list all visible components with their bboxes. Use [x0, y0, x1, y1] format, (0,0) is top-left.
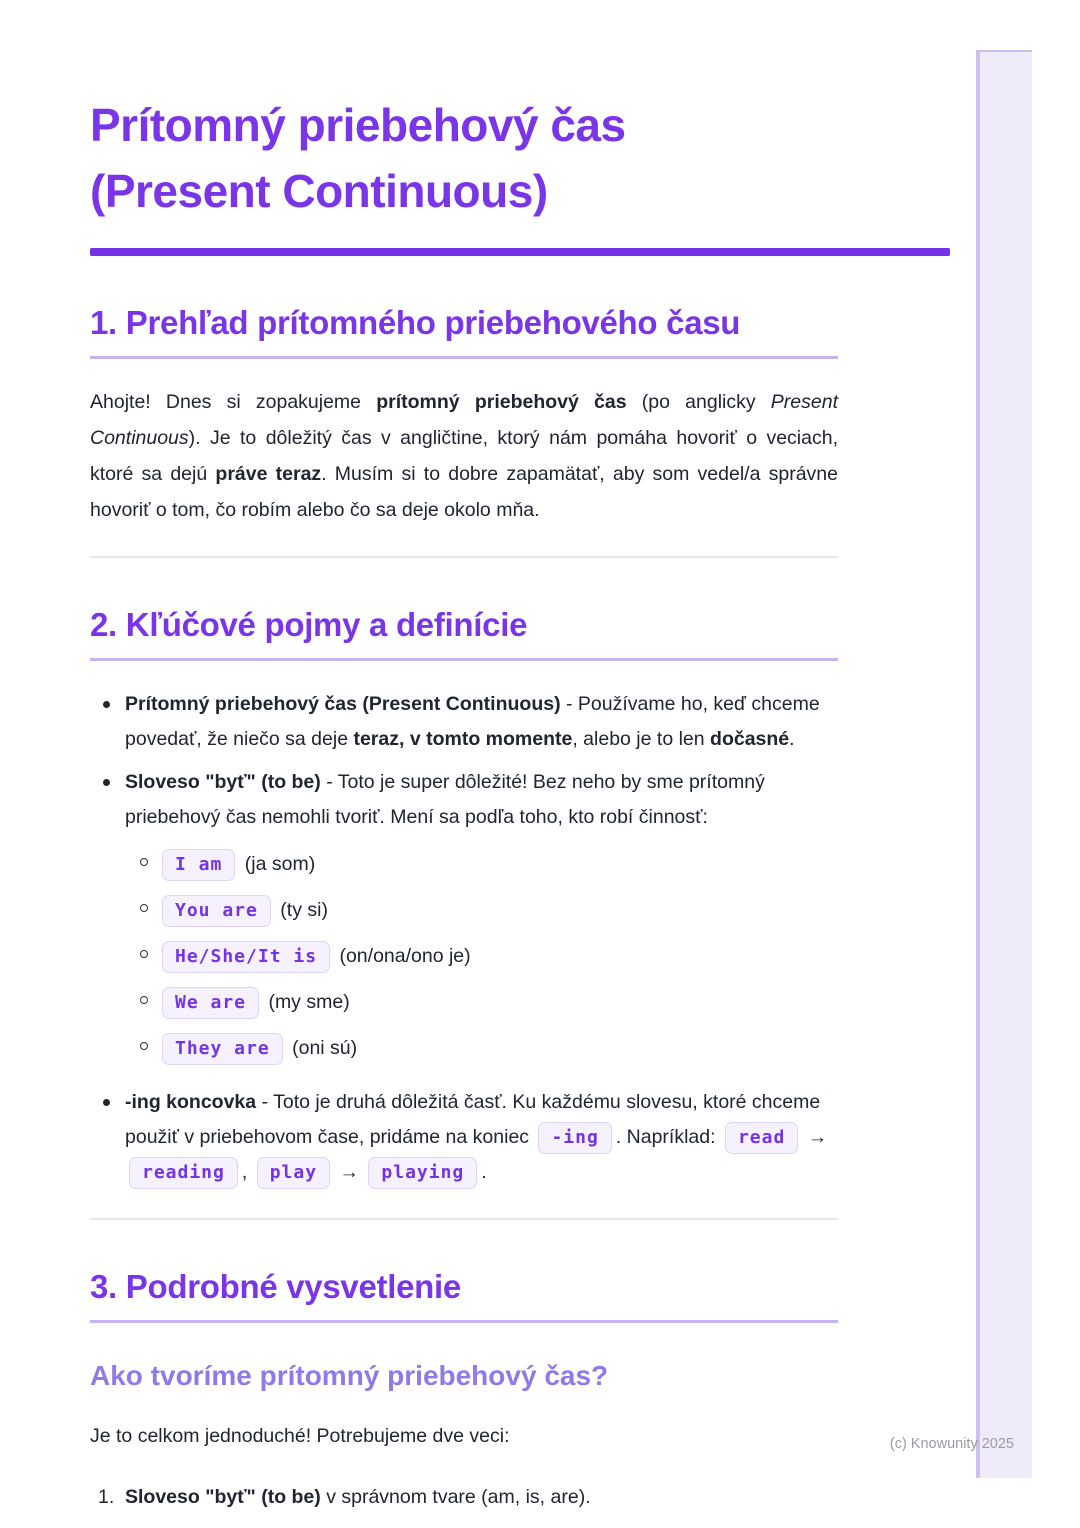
text-segment: .: [481, 1161, 487, 1183]
bullet-text: [125, 687, 838, 757]
text-segment: . Napríklad:: [615, 1126, 721, 1148]
bullet-text-inner: [125, 765, 838, 835]
text-segment: →: [334, 1161, 365, 1183]
code-chip: read: [725, 1122, 798, 1154]
title-line-2: (Present Continuous): [90, 165, 548, 217]
circle-bullet-icon: [140, 950, 148, 958]
sub-bullet-marker-cell: [140, 939, 158, 958]
text-segment: (ty si): [274, 899, 328, 921]
circle-bullet-icon: [140, 858, 148, 866]
text-segment: (my sme): [263, 991, 350, 1013]
section-2-underline: [90, 658, 838, 661]
text-segment: Prítomný priebehový čas (Present Continuous): [125, 693, 561, 715]
text-segment: ,: [241, 1161, 253, 1183]
code-chip: They are: [162, 1033, 283, 1065]
sub-bullet-text: [158, 893, 328, 928]
circle-bullet-icon: [140, 1042, 148, 1050]
bullet-icon: [103, 1099, 110, 1106]
text-segment: dočasné: [710, 728, 790, 750]
section-3-heading: 3. Podrobné vysvetlenie: [90, 1268, 461, 1305]
bullet-text: [125, 1085, 838, 1190]
text-segment: Sloveso "byť" (to be): [125, 1486, 321, 1508]
sub-bullet-text: [158, 847, 315, 882]
bullet-marker-cell: [90, 1085, 125, 1190]
circle-bullet-icon: [140, 904, 148, 912]
subsection-heading: Ako tvoríme prítomný priebehový čas?: [90, 1360, 609, 1391]
bullet-marker-cell: [90, 687, 125, 757]
text-segment: prítomný priebehový čas: [376, 391, 627, 413]
text-segment: (on/ona/ono je): [334, 945, 471, 967]
text-segment: Present Continuous: [90, 391, 838, 449]
text-segment: Ahojte! Dnes si zopakujeme: [90, 391, 377, 413]
text-segment: ). Je to dôležitý čas v angličtine, ktorý nám pomáha hovoriť o veciach, ktoré sa dejú: [90, 427, 838, 485]
sub-bullet-marker-cell: [140, 893, 158, 912]
code-chip: playing: [368, 1157, 477, 1189]
overview-paragraph: [90, 384, 838, 528]
section-divider-1: [90, 556, 838, 558]
copyright-notice: (c) Knowunity 2025: [889, 1436, 1014, 1452]
key-terms-list: [90, 687, 838, 1190]
list-item: [140, 1031, 838, 1066]
list-item: [90, 687, 838, 757]
code-chip: -ing: [538, 1122, 611, 1154]
text-segment: (ja som): [239, 853, 316, 875]
text-segment: (po anglicky: [626, 391, 771, 413]
numbered-item: [90, 1481, 838, 1513]
document-content: [90, 0, 838, 1513]
explanation-intro: Je to celkom jednoduché! Potrebujeme dve veci:: [90, 1425, 510, 1447]
numbered-item-marker: 1.: [98, 1486, 115, 1508]
sub-bullet-text: [158, 985, 350, 1020]
code-chip: We are: [162, 987, 259, 1019]
section-2-heading: 2. Kľúčové pojmy a definície: [90, 606, 528, 643]
section-key-terms: [90, 604, 838, 1190]
title-line-1: Prítomný priebehový čas: [90, 99, 626, 151]
text-segment: (oni sú): [286, 1037, 358, 1059]
bullet-icon: [103, 701, 110, 708]
list-item: [140, 847, 838, 882]
sub-bullet-text: [158, 1031, 357, 1066]
text-segment: - Toto je druhá dôležitá časť. Ku každému slovesu, ktoré chceme použiť v priebehovom čase, pridáme na koniec: [125, 1091, 821, 1148]
bullet-marker-cell: [90, 765, 125, 1077]
text-segment: →: [802, 1126, 828, 1148]
text-segment: .: [789, 728, 795, 750]
text-segment: -ing koncovka: [125, 1091, 257, 1113]
list-item: [90, 765, 838, 1077]
code-chip: play: [257, 1157, 330, 1189]
section-divider-2: [90, 1218, 838, 1220]
list-item: [140, 985, 838, 1020]
numbered-item-text: [125, 1481, 838, 1513]
section-1-heading: 1. Prehľad prítomného priebehového času: [90, 304, 741, 341]
sub-bullet-marker-cell: [140, 847, 158, 866]
text-segment: Sloveso "byť" (to be): [125, 771, 321, 793]
section-overview: [90, 302, 838, 528]
section-explanation: [90, 1266, 838, 1513]
list-item: [140, 939, 838, 974]
text-segment: práve teraz: [215, 463, 322, 485]
circle-bullet-icon: [140, 996, 148, 1004]
code-chip: I am: [162, 849, 235, 881]
text-segment: - Toto je super dôležité! Bez neho by sme prítomný priebehový čas nemohli tvoriť. Mení sa podľa toho, kto robí činnosť:: [125, 771, 765, 828]
text-segment: . Musím si to dobre zapamätať, aby som vedel/a správne hovoriť o tom, čo robím alebo čo sa deje okolo mňa.: [90, 463, 839, 521]
sub-bullet-marker-cell: [140, 985, 158, 1004]
list-item: [140, 893, 838, 928]
text-segment: - Používame ho, keď chceme povedať, že niečo sa deje: [125, 693, 820, 750]
code-chip: He/She/It is: [162, 941, 330, 973]
code-chip: reading: [129, 1157, 238, 1189]
code-chip: You are: [162, 895, 271, 927]
list-item: [90, 1085, 838, 1190]
text-segment: , alebo je to len: [572, 728, 711, 750]
section-1-underline: [90, 356, 838, 359]
sub-bullet-marker-cell: [140, 1031, 158, 1050]
text-segment: teraz, v tomto momente: [353, 728, 573, 750]
section-3-underline: [90, 1320, 838, 1323]
text-segment: v správnom tvare (am, is, are).: [320, 1486, 591, 1508]
to-be-forms-list: [140, 847, 838, 1066]
title-rule: [90, 248, 950, 256]
sub-bullet-text: [158, 939, 471, 974]
bullet-icon: [103, 779, 110, 786]
document-title: [90, 92, 838, 224]
right-margin-stripe: [976, 50, 1032, 1478]
bullet-text: [125, 765, 838, 1077]
